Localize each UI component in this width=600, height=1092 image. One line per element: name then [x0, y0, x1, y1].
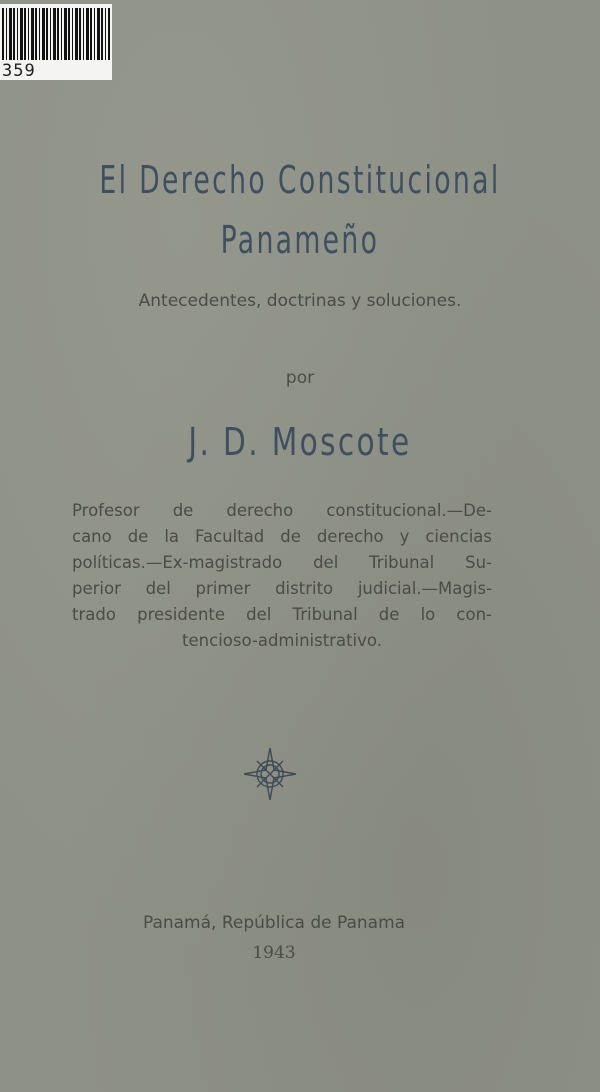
- credentials-line: tencioso-administrativo.: [182, 631, 382, 650]
- barcode-icon: [2, 8, 110, 60]
- credentials-line: Profesor de derecho constitucional.—De-: [72, 501, 492, 520]
- library-barcode-label: [0, 4, 112, 80]
- title-line-1: El Derecho Constitucional: [99, 158, 501, 202]
- publication-year: 1943: [252, 943, 296, 963]
- author-name: J. D. Moscote: [188, 420, 412, 464]
- barcode-number: 359: [2, 61, 36, 81]
- credentials-line: trado presidente del Tribunal de lo con-: [72, 605, 492, 624]
- compass-star-ornament-icon: [240, 744, 300, 804]
- author-credentials: [72, 498, 492, 654]
- credentials-line: cano de la Facultad de derecho y ciencias: [72, 527, 492, 546]
- credentials-line: perior del primer distrito judicial.—Magis-: [72, 579, 492, 598]
- by-line: por: [285, 368, 315, 388]
- title-line-2: Panameño: [220, 218, 380, 262]
- subtitle: Antecedentes, doctrinas y soluciones.: [138, 291, 462, 311]
- publication-place: Panamá, República de Panama: [142, 913, 406, 933]
- credentials-line: políticas.—Ex-magistrado del Tribunal Su-: [72, 553, 492, 572]
